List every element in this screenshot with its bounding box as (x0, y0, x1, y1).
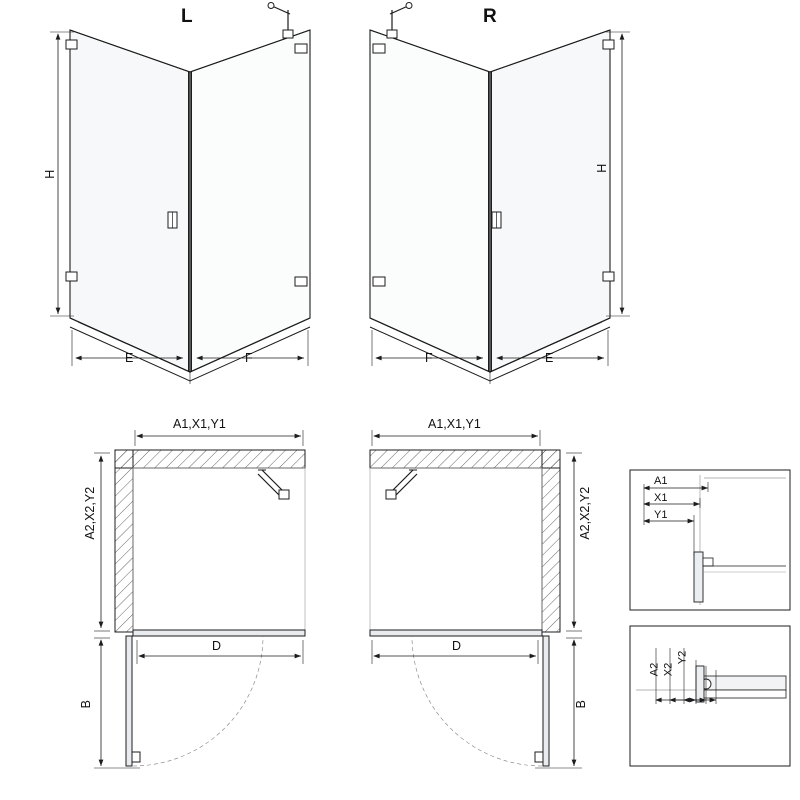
dim-label-door-right: D (452, 639, 462, 653)
detail-top-row-a1: A1 (654, 475, 668, 487)
variant-label-left: L (181, 6, 194, 27)
dim-label-panel-f-left: F (245, 351, 253, 365)
detail-bottom (630, 626, 790, 766)
dim-label-panel-e-right: E (545, 351, 554, 365)
dim-label-panel-e-left: E (125, 351, 134, 365)
dim-label-panel-f-right: F (425, 351, 433, 365)
variant-label-right: R (483, 6, 498, 27)
elevation-right (370, 3, 630, 385)
dim-label-plan-top-right: A1,X1,Y1 (428, 417, 481, 431)
detail-top-row-y1: Y1 (654, 509, 668, 521)
detail-bottom-row-x2: X2 (662, 662, 675, 677)
dim-label-swing-left: B (78, 700, 93, 709)
detail-bottom-row-a2: A2 (648, 662, 661, 677)
dim-label-plan-side-right: A2,X2,Y2 (577, 486, 592, 540)
dim-label-height-right: H (594, 163, 609, 173)
dim-label-plan-top-left: A1,X1,Y1 (173, 417, 226, 431)
detail-bottom-row-y2: Y2 (676, 650, 689, 665)
dim-label-swing-right: B (573, 700, 588, 709)
detail-top (630, 470, 790, 610)
dim-label-door-left: D (212, 639, 222, 653)
elevation-left (50, 3, 310, 385)
dim-label-height-left: H (42, 169, 57, 179)
detail-top-row-x1: X1 (654, 492, 668, 504)
plan-left (94, 430, 305, 768)
plan-right (370, 430, 582, 768)
dim-label-plan-side-left: A2,X2,Y2 (82, 486, 97, 540)
